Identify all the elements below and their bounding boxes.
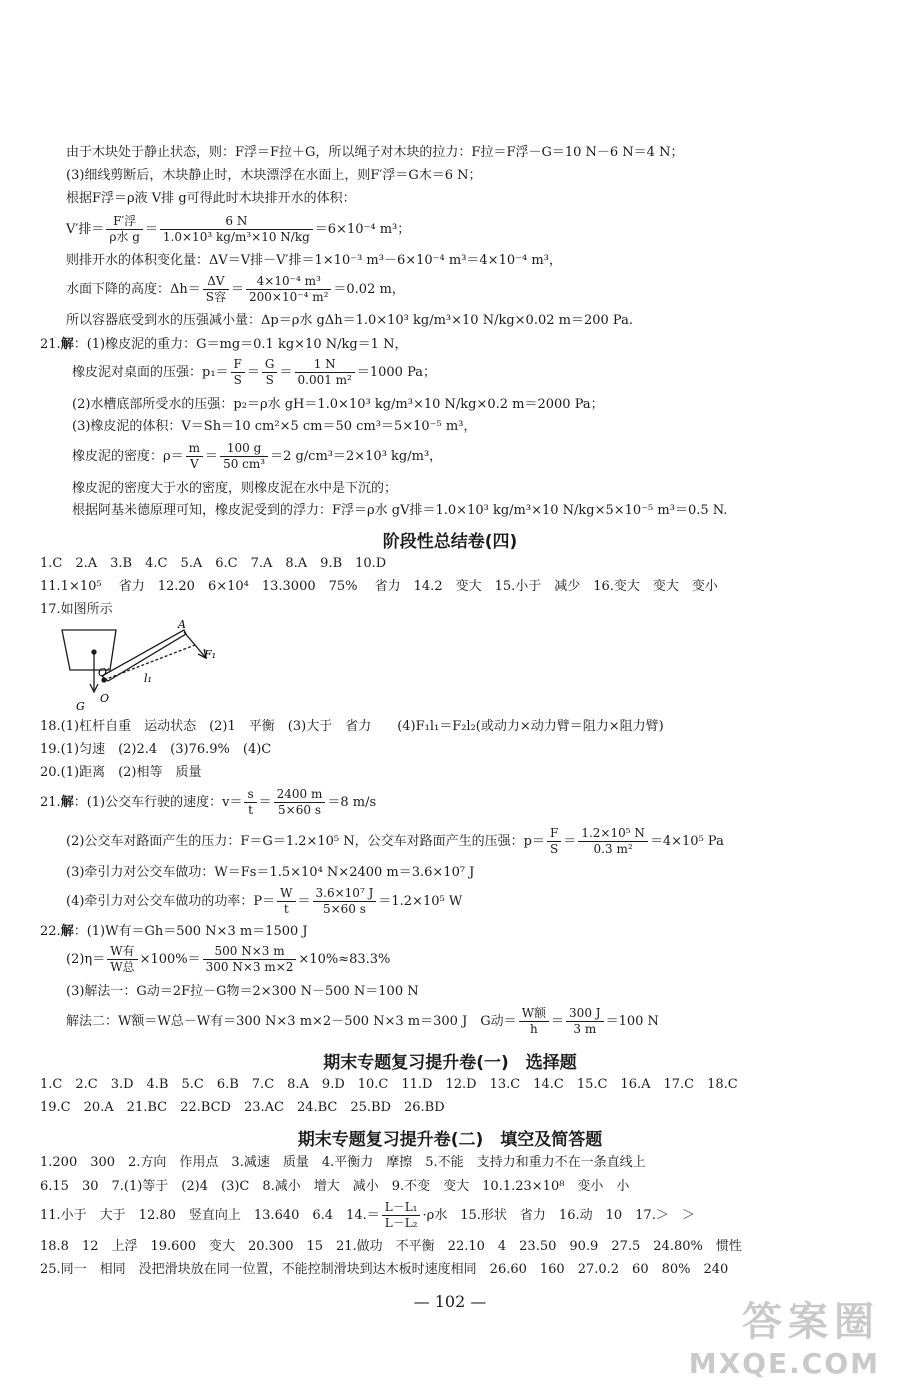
- formula-text: ＝: [551, 1014, 565, 1029]
- denominator: 200×10⁻⁴ m²: [249, 290, 329, 304]
- denominator: S容: [205, 290, 226, 304]
- formula-text: (2)η＝: [66, 952, 106, 967]
- numerator: G: [262, 357, 278, 373]
- denominator: 1.0×10³ kg/m³×10 N/kg: [162, 230, 310, 244]
- formula-line: [66, 944, 390, 975]
- fraction: [220, 441, 268, 472]
- fraction: [203, 944, 297, 975]
- denominator: 5×60 s: [278, 803, 321, 817]
- text-line: 橡皮泥的密度大于水的密度，则橡皮泥在水中是下沉的；: [72, 481, 398, 496]
- text-line: (2)水槽底部所受水的压强：p₂＝ρ水 gH＝1.0×10³ kg/m³×10 N/kg×0.2 m＝2000 Pa；: [72, 397, 604, 412]
- formula-line: [72, 357, 436, 388]
- formula-text: ＝0.02 m，: [333, 282, 405, 297]
- numerator: 4×10⁻⁴ m³: [246, 274, 331, 290]
- label-g: G: [76, 700, 85, 713]
- text-line: 根据阿基米德原理可知，橡皮泥受到的浮力：F浮＝ρ水 gV排＝1.0×10³ kg/m³×10 N/kg×5×10⁻⁵ m³＝0.5 N.: [72, 503, 728, 518]
- bucket-shape: [62, 630, 116, 670]
- formula-text: ＝1.2×10⁵ W: [378, 894, 463, 909]
- label-o1: O′: [98, 666, 110, 679]
- fraction: [274, 787, 326, 818]
- formula-text: ＝4×10⁵ Pa: [649, 834, 724, 849]
- label-f1: F₁: [204, 648, 217, 661]
- text-line: 所以容器底受到水的压强减小量：Δp＝ρ水 gΔh＝1.0×10³ kg/m³×10 N/kg×0.02 m＝200 Pa.: [66, 313, 633, 328]
- denominator: 300 N×3 m×2: [205, 960, 294, 974]
- fraction: [382, 1200, 421, 1231]
- answer-line: 19.C 20.A 21.BC 22.BCD 23.AC 24.BC 25.BD 26.BD: [40, 1100, 445, 1115]
- formula-text: ＝: [297, 894, 311, 909]
- formula-line: [66, 826, 724, 857]
- text-line: (3)橡皮泥的体积：V＝Sh＝10 cm²×5 cm＝50 cm³＝5×10⁻⁵ m³，: [72, 419, 477, 434]
- label-a: A: [178, 618, 186, 631]
- fraction: [519, 1006, 549, 1037]
- jie-label: 解: [60, 924, 74, 939]
- section-title: 期末专题复习提升卷(一) 选择题: [323, 1053, 577, 1073]
- formula-line: [66, 1006, 659, 1037]
- answer-line: 19.(1)匀速 (2)2.4 (3)76.9% (4)C: [40, 742, 272, 757]
- fraction: [186, 441, 203, 472]
- answer-line: 1.200 300 2.方向 作用点 3.减速 质量 4.平衡力 摩擦 5.不能 支持力和重力不在一条直线上: [40, 1155, 646, 1170]
- formula-line: [66, 214, 410, 245]
- fraction: [313, 886, 377, 917]
- fraction: [244, 787, 256, 818]
- answer-line: 1.C 2.C 3.D 4.B 5.C 6.B 7.C 8.A 9.D 10.C 11.D 12.D 13.C 14.C 15.C 16.A 17.C 18.C: [40, 1077, 738, 1092]
- fraction: [295, 357, 355, 388]
- answer-line: 17.如图所示: [40, 602, 113, 617]
- page-number: — 102 —: [413, 1292, 487, 1311]
- formula-text: ＝1000 Pa；: [356, 365, 436, 380]
- numerator: 1.2×10⁵ N: [578, 826, 648, 842]
- denominator: 50 cm³: [223, 457, 266, 471]
- text-line: 由于木块处于静止状态，则：F浮＝F拉＋G，所以绳子对木块的拉力：F拉＝F浮－G＝10 N－6 N＝4 N；: [66, 145, 684, 160]
- denominator: V: [190, 457, 199, 471]
- denominator: L－L₂: [384, 1216, 418, 1230]
- formula-text: ＝: [231, 282, 245, 297]
- fraction: [160, 214, 313, 245]
- label-o: O: [100, 692, 110, 705]
- formula-text: ＝: [279, 365, 293, 380]
- denominator: t: [248, 803, 253, 817]
- text-line: (3)细线剪断后，木块静止时，木块漂浮在水面上，则F′浮＝G木＝6 N；: [66, 168, 482, 183]
- section-title: 阶段性总结卷(四): [382, 532, 518, 552]
- numerator: W额: [519, 1006, 549, 1022]
- formula-line: [72, 441, 442, 472]
- formula-text: ＝: [563, 834, 577, 849]
- formula-text: ×100%＝: [139, 952, 201, 967]
- answer-line: 18.(1)杠杆自重 运动状态 (2)1 平衡 (3)大于 省力 (4)F₁l₁＝F₂l₂(或动力×动力臂＝阻力×阻力臂): [40, 719, 664, 734]
- numerator: F′浮: [106, 214, 143, 230]
- numerator: 500 N×3 m: [203, 944, 297, 960]
- answer-line: 25.同一 相同 没把滑块放在同一位置，不能控制滑块到达木板时速度相同 26.60 160 27.0.2 60 80% 240: [40, 1262, 729, 1277]
- fraction: [547, 826, 561, 857]
- formula-text: 水面下降的高度：Δh＝: [66, 282, 201, 297]
- denominator: 0.3 m²: [593, 842, 633, 856]
- question-number: 21.: [40, 337, 61, 352]
- formula-text: ＝6×10⁻⁴ m³；: [314, 222, 411, 237]
- numerator: m: [186, 441, 203, 457]
- denominator: ρ水 g: [109, 230, 140, 244]
- text-line: 则排开水的体积变化量：ΔV＝V排－V′排＝1×10⁻³ m³－6×10⁻⁴ m³＝4×10⁻⁴ m³，: [66, 253, 562, 268]
- fraction: [262, 357, 278, 388]
- label-l1: l₁: [144, 672, 152, 685]
- formula-text: (2)公交车对路面产生的压力：F＝G＝1.2×10⁵ N，公交车对路面产生的压强：p＝: [66, 834, 545, 849]
- question-number: 22.: [40, 924, 61, 939]
- watermark-logo: [689, 1290, 880, 1380]
- formula-text: (4)牵引力对公交车做功的功率：P＝: [66, 894, 276, 909]
- formula-text: ：(1)公交车行驶的速度：v＝: [73, 795, 243, 810]
- numerator: 2400 m: [274, 787, 326, 803]
- fraction: [107, 944, 137, 975]
- text-segment: ：(1)W有＝Gh＝500 N×3 m＝1500 J: [73, 924, 308, 939]
- denominator: 5×60 s: [322, 902, 366, 916]
- numerator: F: [547, 826, 561, 842]
- numerator: 3.6×10⁷ J: [313, 886, 377, 902]
- answer-line: 11.1×10⁵ 省力 12.20 6×10⁴ 13.3000 75% 省力 14.2 变大 15.小于 减少 16.变大 变大 变小: [40, 579, 718, 594]
- denominator: 0.001 m²: [297, 373, 352, 387]
- formula-line: [40, 787, 376, 818]
- text-line: 根据F浮＝ρ液 V排 g可得此时木块排开水的体积：: [66, 191, 356, 206]
- denominator: S: [550, 842, 559, 856]
- formula-text: ＝: [246, 365, 260, 380]
- jie-label: 解: [60, 795, 74, 810]
- question-line: [40, 336, 407, 354]
- fraction: [566, 1006, 604, 1037]
- numerator: ΔV: [203, 274, 229, 290]
- watermark-top: 答案圈: [742, 1299, 880, 1345]
- fraction: [246, 274, 331, 305]
- text-line: (3)牵引力对公交车做功：W＝Fs＝1.5×10⁴ N×2400 m＝3.6×10⁷ J: [66, 865, 475, 880]
- text-line: (3)解法一：G动＝2F拉－G物＝2×300 N－500 N＝100 N: [66, 984, 419, 999]
- formula-line: [40, 1200, 695, 1231]
- answer-line: 18.8 12 上浮 19.600 变大 20.300 15 21.做功 不平衡 22.10 4 23.50 90.9 27.5 24.80% 惯性: [40, 1239, 742, 1254]
- fraction: [106, 214, 143, 245]
- formula-text: ＝2 g/cm³＝2×10³ kg/m³，: [270, 449, 443, 464]
- formula-line: [66, 274, 405, 305]
- text-segment: ：(1)橡皮泥的重力：G＝mg＝0.1 kg×10 N/kg＝1 N，: [73, 337, 408, 352]
- formula-text: V′排＝: [66, 222, 105, 237]
- question-line: [40, 923, 308, 941]
- section-title: 期末专题复习提升卷(二) 填空及简答题: [297, 1130, 603, 1150]
- numerator: W: [277, 886, 295, 902]
- answer-line: 1.C 2.A 3.B 4.C 5.A 6.C 7.A 8.A 9.B 10.D: [40, 556, 387, 571]
- formula-text: ·ρ水 15.形状 省力 16.动 10 17.＞ ＞: [422, 1208, 695, 1223]
- numerator: 100 g: [220, 441, 268, 457]
- formula-text: 解法二：W额＝W总－W有＝300 N×3 m×2－500 N×3 m＝300 J G动＝: [66, 1014, 517, 1029]
- formula-text: ＝100 N: [605, 1014, 659, 1029]
- fraction: [277, 886, 295, 917]
- denominator: t: [283, 902, 289, 916]
- denominator: W总: [110, 960, 135, 974]
- fraction: [578, 826, 648, 857]
- watermark-bottom: MXQE.COM: [688, 1347, 880, 1380]
- fraction: [231, 357, 245, 388]
- formula-text: 11.小于 大于 12.80 竖直向上 13.640 6.4 14.＝: [40, 1208, 380, 1223]
- formula-text: ×10%≈83.3%: [298, 952, 391, 967]
- lever-figure: [58, 618, 238, 716]
- fraction: [203, 274, 229, 305]
- denominator: S: [233, 373, 242, 387]
- answer-line: 6.15 30 7.(1)等于 (2)4 (3)C 8.减小 增大 减小 9.不变 变大 10.1.23×10⁸ 变小 小: [40, 1179, 630, 1194]
- denominator: 3 m: [573, 1022, 597, 1036]
- numerator: 1 N: [295, 357, 355, 373]
- formula-line: [66, 886, 462, 917]
- numerator: L－L₁: [382, 1200, 421, 1216]
- denominator: S: [265, 373, 274, 387]
- formula-text: 橡皮泥的密度：ρ＝: [72, 449, 184, 464]
- numerator: F: [231, 357, 245, 373]
- formula-text: ＝8 m/s: [327, 795, 377, 810]
- formula-text: ＝: [258, 795, 272, 810]
- question-number: 21.: [40, 795, 61, 810]
- numerator: W有: [107, 944, 137, 960]
- denominator: h: [529, 1022, 538, 1036]
- numerator: 300 J: [566, 1006, 604, 1022]
- formula-text: ＝: [144, 222, 158, 237]
- jie-label: 解: [60, 337, 74, 352]
- formula-text: 橡皮泥对桌面的压强：p₁＝: [72, 365, 229, 380]
- formula-text: ＝: [205, 449, 219, 464]
- numerator: s: [244, 787, 256, 803]
- numerator: 6 N: [160, 214, 313, 230]
- answer-line: 20.(1)距离 (2)相等 质量: [40, 765, 202, 780]
